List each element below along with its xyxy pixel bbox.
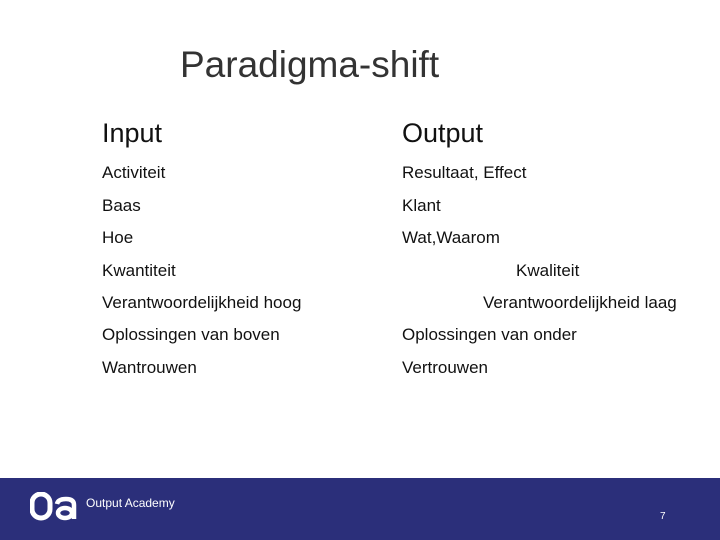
right-item: Oplossingen van onder — [402, 325, 577, 344]
left-item: Hoe — [102, 228, 134, 247]
left-item: Baas — [102, 196, 141, 215]
brand-name: Output Academy — [86, 496, 175, 510]
right-item: Verantwoordelijkheid laag — [483, 293, 677, 312]
left-item: Activiteit — [102, 163, 166, 182]
footer-bar — [0, 478, 720, 540]
left-item: Wantrouwen — [102, 358, 197, 377]
left-item: Verantwoordelijkheid hoog — [102, 293, 302, 312]
left-item: Oplossingen van boven — [102, 325, 280, 344]
right-column-heading: Output — [402, 118, 484, 148]
left-item: Kwantiteit — [102, 261, 176, 280]
slide-title: Paradigma-shift — [180, 44, 440, 85]
right-item: Klant — [402, 196, 441, 215]
right-item: Vertrouwen — [402, 358, 488, 377]
page-number: 7 — [660, 511, 666, 522]
right-item: Wat,Waarom — [402, 228, 500, 247]
right-item: Resultaat, Effect — [402, 163, 527, 182]
oa-logo-icon — [30, 492, 78, 527]
left-column-heading: Input — [102, 118, 163, 148]
right-item: Kwaliteit — [516, 261, 580, 280]
